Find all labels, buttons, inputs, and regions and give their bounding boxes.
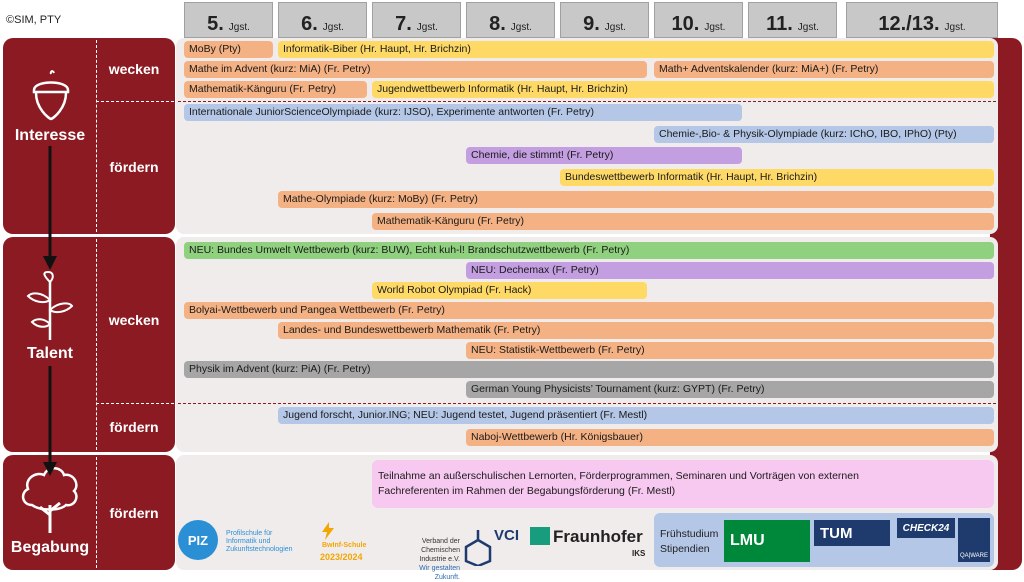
program-bar: Mathematik-Känguru (Fr. Petry): [372, 213, 994, 230]
program-bar: Mathematik-Känguru (Fr. Petry): [184, 81, 367, 98]
grade-header-8: [466, 2, 555, 38]
lmu-logo: LMU: [724, 520, 810, 562]
tum-logo: TUM: [814, 520, 890, 546]
sublabel-foerdern: fördern: [109, 419, 159, 435]
piz-line: Profilschule für: [226, 530, 273, 537]
sublabel-wecken: wecken: [108, 312, 160, 328]
section-divider: [96, 40, 97, 232]
fruehstudium-line: Frühstudium: [660, 528, 719, 540]
subsection-divider: [96, 101, 174, 102]
section-divider: [96, 457, 97, 568]
sprout-icon: [24, 270, 76, 342]
grade-header-9: [560, 2, 649, 38]
program-bar: World Robot Olympiad (Fr. Hack): [372, 282, 647, 299]
grade-header-10: [654, 2, 743, 38]
vci-logo: VCI: [494, 527, 520, 544]
grade-number: 12./13.: [878, 13, 940, 35]
subsection-divider: [178, 403, 996, 404]
program-bar: NEU: Dechemax (Fr. Petry): [466, 262, 994, 279]
arrow-down-icon: [40, 146, 60, 272]
grade-header-12-13: [846, 2, 998, 38]
grade-number: 10.: [671, 13, 700, 35]
section-title-begabung: Begabung: [10, 539, 90, 556]
program-bar: German Young Physicists’ Tournament (kurz: GYPT) (Fr. Petry): [466, 381, 994, 398]
program-bar: MoBy (Pty): [184, 41, 273, 58]
grade-header-5: [184, 2, 273, 38]
grade-number: 5.: [207, 13, 224, 35]
grade-header-6: [278, 2, 367, 38]
sublabel-foerdern: fördern: [109, 505, 159, 521]
vci-line: Verband der: [421, 538, 460, 545]
grade-label: Jgst.: [704, 22, 726, 33]
arrow-down-icon: [40, 366, 60, 478]
grade-label: Jgst.: [944, 22, 966, 33]
program-bar: Chemie-,Bio- & Physik-Olympiade (kurz: IChO, IBO, IPhO) (Pty): [654, 126, 994, 143]
bwinf-text: BwInf-Schule: [322, 542, 367, 549]
acorn-icon: [26, 70, 76, 122]
program-bar: Jugendwettbewerb Informatik (Hr. Haupt, Hr. Brichzin): [372, 81, 994, 98]
grade-label: Jgst.: [228, 22, 250, 33]
fraunhofer-logo: Fraunhofer: [553, 527, 643, 546]
piz-logo: PIZ: [178, 520, 218, 560]
program-bar: Chemie, die stimmt! (Fr. Petry): [466, 147, 742, 164]
copyright-label: ©SIM, PTY: [6, 14, 62, 26]
grade-header-11: [748, 2, 837, 38]
program-bar: NEU: Statistik-Wettbewerb (Fr. Petry): [466, 342, 994, 359]
section-title-interesse: Interesse: [14, 127, 86, 144]
grade-label: Jgst.: [322, 22, 344, 33]
check24-logo: CHECK24: [897, 518, 955, 538]
program-text-line: Teilnahme an außerschulischen Lernorten, Förderprogrammen, Seminaren und Vorträgen von externen: [378, 470, 859, 482]
vci-association-text: [400, 537, 460, 582]
qaware-logo: QA|WARE: [958, 518, 990, 562]
fraunhofer-iks: IKS: [632, 549, 646, 558]
grade-number: 11.: [766, 13, 793, 35]
program-bar: Mathe im Advent (kurz: MiA) (Fr. Petry): [184, 61, 647, 78]
program-bar: NEU: Bundes Umwelt Wettbewerb (kurz: BUW), Echt kuh-l! Brandschutzwettbewerb (Fr. Petry): [184, 242, 994, 259]
grade-number: 7.: [395, 13, 412, 35]
hexagon-icon: [462, 528, 494, 566]
program-box-external-learning: [372, 460, 994, 508]
program-bar: Informatik-Biber (Hr. Haupt, Hr. Brichzin): [278, 41, 994, 58]
fruehstudium-label: [660, 527, 718, 557]
vci-line: Wir gestalten Zukunft.: [419, 565, 460, 581]
bwinf-year: 2023/2024: [320, 552, 363, 562]
grade-label: Jgst.: [604, 22, 626, 33]
program-bar: Bundeswettbewerb Informatik (Hr. Haupt, Hr. Brichzin): [560, 169, 994, 186]
bwinf-logo: [320, 520, 368, 568]
program-text-line: Fachreferenten im Rahmen der Begabungsförderung (Fr. Mestl): [378, 485, 676, 497]
subsection-divider: [96, 403, 174, 404]
program-bar: Mathe-Olympiade (kurz: MoBy) (Fr. Petry): [278, 191, 994, 208]
program-bar: Jugend forscht, Junior.ING; NEU: Jugend testet, Jugend präsentiert (Fr. Mestl): [278, 407, 994, 424]
sublabel-wecken: wecken: [108, 61, 160, 77]
program-bar: Math+ Adventskalender (kurz: MiA+) (Fr. Petry): [654, 61, 994, 78]
piz-logo-text: [226, 530, 293, 554]
grade-label: Jgst.: [416, 22, 438, 33]
program-bar: Internationale JuniorScienceOlympiade (kurz: IJSO), Experimente antworten (Fr. Petry): [184, 104, 742, 121]
fruehstudium-line: Stipendien: [660, 543, 710, 555]
fraunhofer-mark-icon: [530, 527, 550, 545]
grade-number: 8.: [489, 13, 506, 35]
sublabel-foerdern: fördern: [109, 159, 159, 175]
subsection-divider: [178, 101, 996, 102]
grade-header-7: [372, 2, 461, 38]
vci-line: Chemischen Industrie e.V.: [419, 547, 460, 563]
grade-number: 6.: [301, 13, 318, 35]
program-bar: Naboj-Wettbewerb (Hr. Königsbauer): [466, 429, 994, 446]
section-title-talent: Talent: [27, 345, 73, 362]
grade-label: Jgst.: [797, 22, 819, 33]
piz-line: Zukunftstechnologien: [226, 546, 293, 553]
piz-line: Informatik und: [226, 538, 271, 545]
section-divider: [96, 239, 97, 450]
program-bar: Physik im Advent (kurz: PiA) (Fr. Petry): [184, 361, 994, 378]
grade-number: 9.: [583, 13, 600, 35]
program-bar: Bolyai-Wettbewerb und Pangea Wettbewerb (Fr. Petry): [184, 302, 994, 319]
program-bar: Landes- und Bundeswettbewerb Mathematik (Fr. Petry): [278, 322, 994, 339]
lightning-icon: [320, 522, 336, 540]
grade-label: Jgst.: [510, 22, 532, 33]
